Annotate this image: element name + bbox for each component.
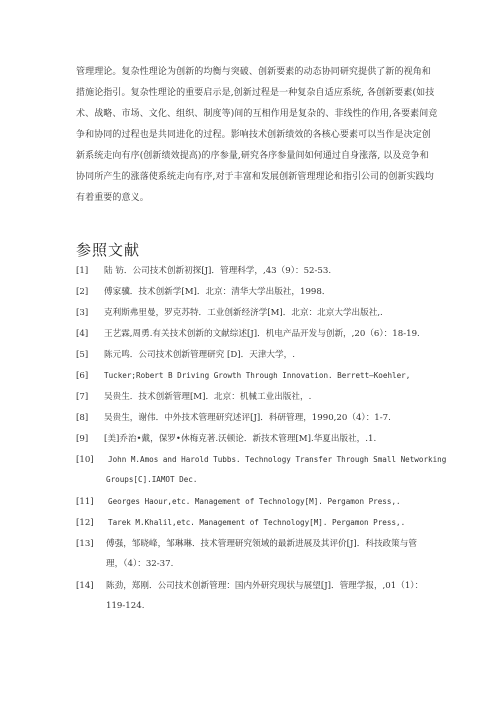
reference-text: Tucker;Robert B Driving Growth Through Innovation. Berrett—Koehler,	[104, 371, 411, 380]
body-paragraph	[76, 66, 436, 213]
body-line: 新系统走向有序(创新绩效提高)的序参量,研究各序参量间如何通过自身涨落, 以及竞争和	[76, 151, 429, 161]
body-line: 争和协同的过程也是共同进化的过程。影响技术创新绩效的各核心要素可以当作是决定创	[76, 130, 431, 140]
reference-text: 陈元鸣．公司技术创新管理研究 [D]．天津大学，.	[104, 350, 295, 360]
reference-text: 陈劲，郑刚．公司技术创新管理：国内外研究现状与展望[J]．管理学报，,01（1）：	[106, 581, 424, 591]
reference-text-continued: Groups[C].IAMOT Dec.	[106, 475, 198, 484]
references-heading: 参照文献	[76, 241, 141, 259]
reference-text: John M.Amos and Harold Tubbs. Technology Transfer Through Small Networking	[108, 455, 447, 464]
reference-number: [14]	[76, 581, 94, 591]
reference-text-continued: 理，（4）：32-37.	[106, 559, 174, 569]
reference-text: 傅家骥．技术创新学[M]．北京：清华大学出版社，1998．	[104, 287, 331, 297]
reference-number: [13]	[76, 539, 94, 549]
reference-text: [美]乔治•戴，保罗•休梅克著.沃顿论．新技术管理[M].华夏出版社，.1.	[104, 434, 377, 444]
reference-text: 吴贵生，谢伟．中外技术管理研究述评[J]．科研管理，1990,20（4）：1-7.	[104, 413, 391, 423]
reference-text: 吴贵生．技术创新管理[M]．北京：机械工业出版社，.	[104, 392, 312, 402]
reference-number: [3]	[76, 308, 89, 318]
body-line: 措施论指引。复杂性理论的重要启示是,创新过程是一种复杂自适应系统, 各创新要素(如技	[76, 88, 435, 98]
reference-number: [5]	[76, 350, 89, 360]
reference-text: 王艺霖,周勇.有关技术创新的文献综述[J]．机电产品开发与创新，,20（6）：18-19.	[104, 329, 420, 339]
reference-number: [12]	[76, 518, 94, 528]
body-line: 术、战略、市场、文化、组织、制度等)间的互相作用是复杂的、非线性的作用,各要素间竞	[76, 109, 438, 119]
body-line: 管理理论。复杂性理论为创新的均衡与突破、创新要素的动态协同研究提供了新的视角和	[76, 67, 431, 77]
reference-number: [10]	[76, 455, 94, 465]
reference-number: [11]	[76, 497, 94, 507]
body-line: 协同所产生的涨落使系统走向有序,对于丰富和发展创新管理理论和指引公司的创新实践均	[76, 172, 434, 182]
reference-number: [4]	[76, 329, 89, 339]
reference-text: Tarek M.Khalil,etc. Management of Technology[M]. Pergamon Press,.	[108, 518, 406, 527]
reference-text: 克利斯弗里曼，罗克苏特．工业创新经济学[M]．北京：北京大学出版社,.	[104, 308, 383, 318]
reference-number: [6]	[76, 371, 89, 381]
reference-number: [8]	[76, 413, 89, 423]
reference-number: [7]	[76, 392, 89, 402]
body-line: 有着重要的意义。	[76, 193, 149, 203]
reference-number: [2]	[76, 287, 89, 297]
reference-text: 陆 钫．公司技术创新初探[J]．管理科学，,43（9）：52-53.	[104, 266, 332, 276]
reference-text-continued: 119-124.	[106, 601, 145, 611]
reference-text: 傅强，邹晓峰，邹琳琳．技术管理研究领域的最新进展及其评价[J]．科技政策与管	[106, 539, 417, 549]
reference-text: Georges Haour,etc. Management of Technology[M]. Pergamon Press,.	[108, 497, 401, 506]
reference-number: [9]	[76, 434, 89, 444]
reference-number: [1]	[76, 266, 89, 276]
